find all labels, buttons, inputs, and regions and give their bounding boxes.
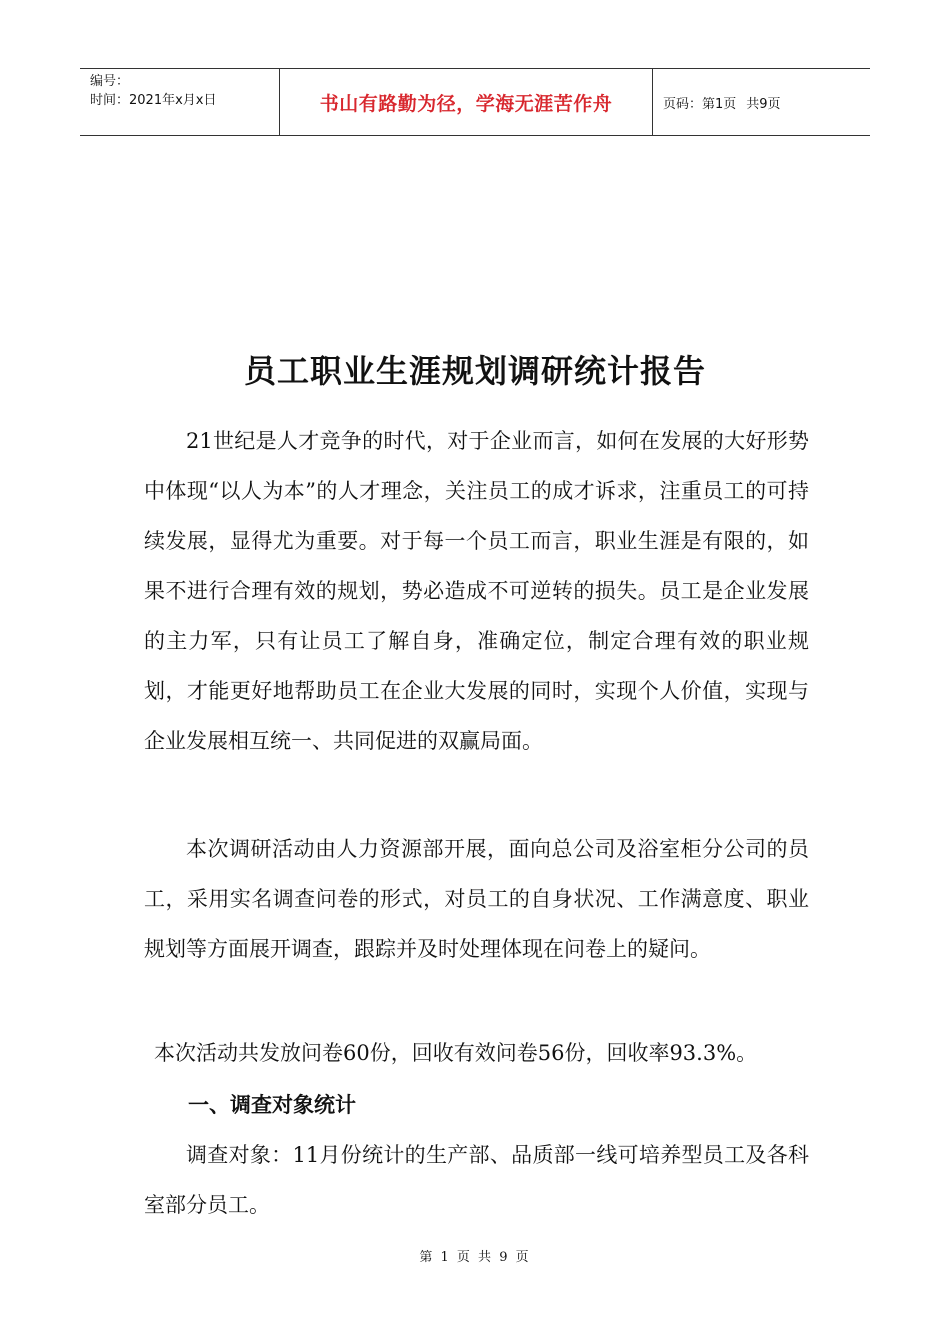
paragraph-survey-targets xyxy=(144,1130,809,1230)
document-title: 员工职业生涯规划调研统计报告 xyxy=(243,352,706,390)
paragraph-intro xyxy=(144,416,809,766)
paragraph-intro-text: 21世纪是人才竞争的时代，对于企业而言，如何在发展的大好形势中体现“以人为本”的人才理念，关注员工的成才诉求，注重员工的可持续发展，显得尤为重要。对于每一个员工而言，职业生涯是有限的，如果不进行合理有效的规划，势必造成不可逆转的损失。员工是企业发展的主力军，只有让员工了解自身，准确定位，制定合理有效的职业规划，才能更好地帮助员工在企业大发展的同时，实现个人价值，实现与企业发展相互统一、共同促进的双赢局面。 xyxy=(144,429,809,753)
paragraph-questionnaire-stats: 本次活动共发放问卷60份，回收有效问卷56份，回收率93.3%。 xyxy=(154,1041,758,1065)
header-meta-cell xyxy=(80,69,280,135)
paragraph-survey-targets-text: 调查对象：11月份统计的生产部、品质部一线可培养型员工及各科室部分员工。 xyxy=(144,1143,809,1217)
header-motto: 书山有路勤为径，学海无涯苦作舟 xyxy=(280,69,653,135)
document-header-table xyxy=(80,68,870,136)
header-page-cell xyxy=(653,69,870,135)
document-number-label: 编号： xyxy=(90,74,130,89)
header-page-number: 页码：第1页 xyxy=(663,96,737,112)
section-heading-survey-targets: 一、调查对象统计 xyxy=(188,1093,356,1117)
header-page-total: 共9页 xyxy=(746,96,781,112)
paragraph-survey-scope-text: 本次调研活动由人力资源部开展，面向总公司及浴室柜分公司的员工，采用实名调查问卷的形式，对员工的自身状况、工作满意度、职业规划等方面展开调查，跟踪并及时处理体现在问卷上的疑问。 xyxy=(144,837,809,961)
page-footer: 第 1 页 共 9 页 xyxy=(419,1250,531,1265)
paragraph-survey-scope xyxy=(144,824,809,974)
document-time-label: 时间：2021年x月x日 xyxy=(90,93,217,108)
